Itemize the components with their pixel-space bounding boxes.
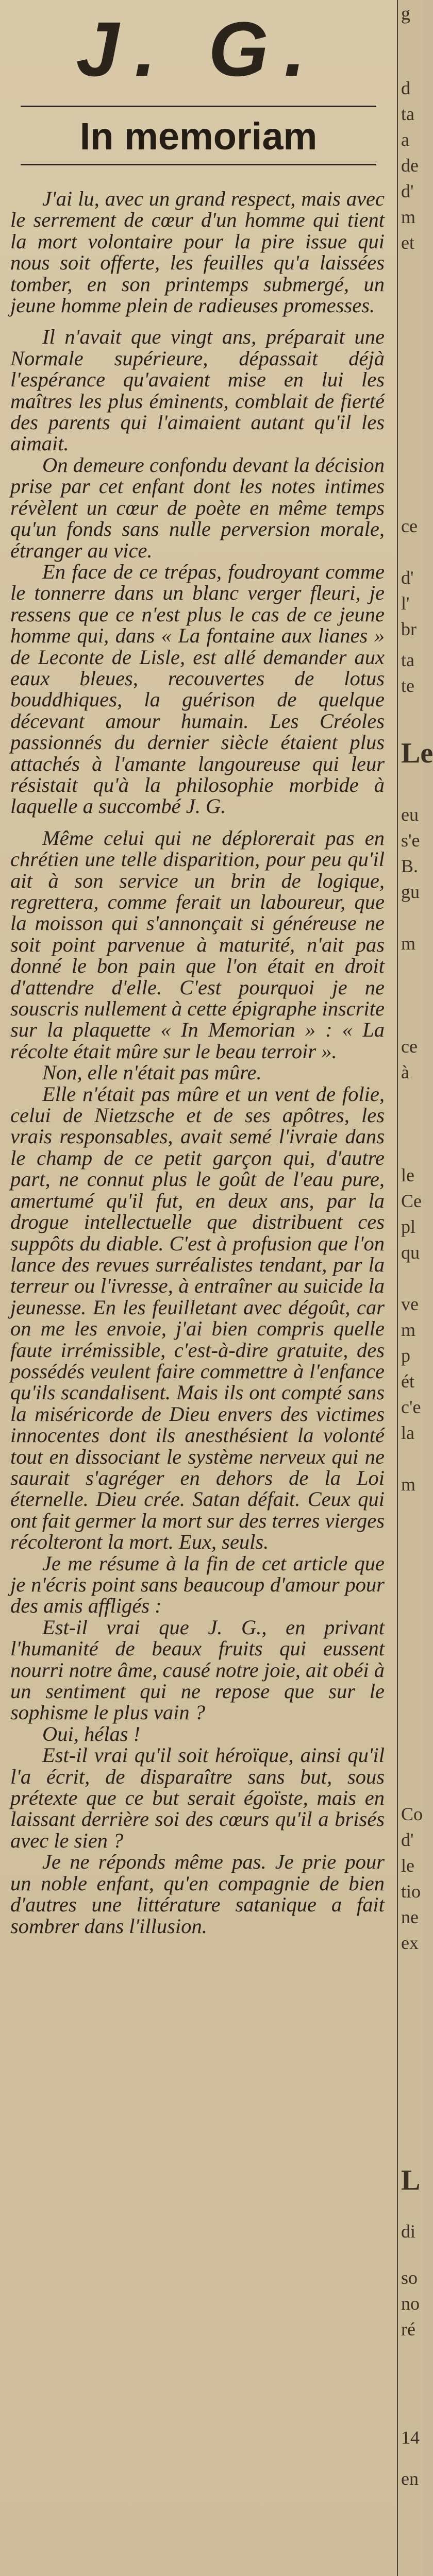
adjacent-column-fragment: di bbox=[401, 2221, 416, 2242]
adjacent-column-fragment: m bbox=[401, 933, 416, 954]
adjacent-column-fragment: à bbox=[401, 1062, 409, 1082]
adjacent-column-fragment: gu bbox=[401, 882, 420, 902]
adjacent-column-fragment: a bbox=[401, 129, 409, 150]
paragraph: Oui, hélas ! bbox=[42, 1722, 141, 1745]
adjacent-column-fragment: ne bbox=[401, 1907, 419, 1927]
adjacent-column-fragment: Co bbox=[401, 1804, 423, 1824]
adjacent-column-fragment: en bbox=[401, 2468, 419, 2489]
adjacent-column-fragment: eu bbox=[401, 804, 419, 825]
adjacent-column-fragment: m bbox=[401, 1319, 416, 1340]
adjacent-column-fragment: le bbox=[401, 1165, 414, 1185]
adjacent-column-fragment: g bbox=[401, 3, 410, 24]
adjacent-column-fragment: ét bbox=[401, 1371, 414, 1392]
adjacent-column-fragment: tio bbox=[401, 1881, 421, 1902]
adjacent-column-fragment: so bbox=[401, 2267, 418, 2288]
adjacent-column-edge bbox=[397, 0, 433, 2576]
adjacent-column-fragment: ce bbox=[401, 516, 418, 536]
paragraph: Non, elle n'était pas mûre. bbox=[42, 1061, 262, 1084]
adjacent-column-fragment: B. bbox=[401, 856, 419, 876]
adjacent-column-fragment: c'e bbox=[401, 1397, 421, 1417]
adjacent-column-fragment: pl bbox=[401, 1216, 416, 1237]
title-rule-bottom bbox=[21, 164, 376, 165]
paragraph: Même celui qui ne déplorerait pas en chrétien une telle disparition, pour peu qu'il ait à son service un brin de logique, regrettera, comme ferait un laboureur, que la moisson qui s'annonçait si généreuse ne soit point parvenue à maturité, n'ait pas donné le bon pain que l'on était en droit d'attendre d'elle. C'est pourquoi je ne souscris nullement à cette épigraphe inscrite sur la plaquette « In Memorian » : « La récolte était mûre sur le beau terroir ». bbox=[10, 826, 385, 1063]
adjacent-column-fragment: te bbox=[401, 675, 414, 696]
paragraph: Est-il vrai que J. G., en privant l'humanité de beaux fruits qui eussent nourri notre âme, causé notre joie, ait obéi à un sentiment qui ne repose que sur le sophisme le plus vain ? bbox=[10, 1615, 385, 1724]
paragraph: Il n'avait que vingt ans, préparait une Normale supérieure, dépassait déjà l'espérance qu'avaient mise en lui les maîtres les plus éminents, comblait de fierté des parents qui l'aimaient autant qu'il les aimait. bbox=[10, 325, 385, 455]
adjacent-column-fragment: de bbox=[401, 155, 419, 176]
paragraph: Je me résume à la fin de cet article que je n'écris point sans beaucoup d'amour pour des amis affligés : bbox=[10, 1551, 385, 1618]
paragraph: Elle n'était pas mûre et un vent de folie, celui de Nietzsche et de ses apôtres, les vrais responsables, avait semé l'ivraie dans le champ de ce petit garçon qui, d'autre part, ne connut plus le goût de l'eau pure, amertumé qu'il fut, en deux ans, par la drogue intellectuelle que distribuent ces suppôts du diable. C'est à profusion que l'on lance des revues surréalistes tendant, par la terreur ou l'ivresse, à entraîner au suicide la jeunesse. En les feuilletant avec dégoût, car on me les envoie, j'ai bien compris quelle faute irrémissible, c'est-à-dire gratuite, des possédés veulent faire commettre à l'enfance qu'ils scandalisent. Mais ils ont compté sans la miséricorde de Dieu envers des victimes innocentes dont ils anesthésient la volonté tout en dissociant le système nerveux qui ne saurait s'agréger en dehors de la Loi éternelle. Dieu crée. Satan défait. Ceux qui ont fait germer la mort sur des terres vierges récolteront la mort. Eux, seuls. bbox=[10, 1082, 385, 1554]
adjacent-column-fragment: d' bbox=[401, 181, 414, 201]
adjacent-column-fragment: et bbox=[401, 232, 414, 253]
adjacent-column-fragment: la bbox=[401, 1422, 414, 1443]
paragraph: Je ne réponds même pas. Je prie pour un noble enfant, qu'en compagnie de bien d'autres une littérature satanique a fait sombrer dans l'illusion. bbox=[10, 1850, 385, 1938]
adjacent-column-fragment: br bbox=[401, 619, 417, 639]
article-title: In memoriam bbox=[79, 115, 318, 158]
adjacent-column-fragment: le bbox=[401, 1855, 414, 1876]
adjacent-column-fragment: ta bbox=[401, 650, 414, 670]
adjacent-column-fragment: d bbox=[401, 78, 410, 98]
article-body bbox=[10, 188, 385, 1937]
adjacent-column-fragment: m bbox=[401, 207, 416, 227]
adjacent-column-fragment: qu bbox=[401, 1242, 420, 1263]
adjacent-column-fragment: Ce bbox=[401, 1191, 422, 1211]
masthead-initials: J. G. bbox=[76, 6, 321, 92]
adjacent-column-fragment: 14 bbox=[401, 2427, 420, 2448]
adjacent-column-fragment: no bbox=[401, 2293, 420, 2314]
adjacent-column-fragment: ex bbox=[401, 1933, 419, 1953]
adjacent-column-fragment: ve bbox=[401, 1294, 419, 1314]
adjacent-column-fragment: ce bbox=[401, 1036, 418, 1057]
paragraph: Est-il vrai qu'il soit héroïque, ainsi qu'il l'a écrit, de disparaître sans but, sous prétexte que ce but serait égoïste, mais en laissant derrière soi des cœurs qu'il a brisés avec le sien ? bbox=[10, 1743, 385, 1852]
adjacent-column-fragment: d' bbox=[401, 1829, 414, 1850]
title-rule-top bbox=[21, 106, 376, 107]
adjacent-column-fragment: ré bbox=[401, 2319, 415, 2340]
adjacent-column-fragment: s'e bbox=[401, 830, 420, 851]
adjacent-column-fragment: Le bbox=[401, 737, 433, 769]
adjacent-column-fragment: m bbox=[401, 1474, 416, 1495]
adjacent-column-fragment: d' bbox=[401, 567, 414, 588]
adjacent-column-fragment: ta bbox=[401, 104, 414, 124]
paragraph: On demeure confondu devant la décision prise par cet enfant dont les notes intimes révèlent un cœur de poète en même temps qu'un fonds sans nulle perversion morale, étranger au vice. bbox=[10, 453, 385, 562]
paragraph: En face de ce trépas, foudroyant comme le tonnerre dans un blanc verger fleuri, je ressens que ce n'est plus le cas de ce jeune homme qui, dans « La fontaine aux lianes » de Leconte de Lisle, est allé demander aux eaux bleues, recouvertes de lotus bouddhiques, la guérison de quelque décevant amour humain. Les Créoles passionnés du dernier siècle étaient plus attachés à l'amante langoureuse qui leur résistait qu'à la philosophie morbide à laquelle a succombé J. G. bbox=[10, 560, 385, 818]
adjacent-column-fragment: p bbox=[401, 1345, 410, 1366]
adjacent-column-fragment: L bbox=[401, 2164, 421, 2196]
paragraph: J'ai lu, avec un grand respect, mais avec le serrement de cœur d'un homme qui tient la mort volontaire pour la pire issue qui nous soit offerte, les feuilles qu'a laissées tomber, en son printemps submergé, un jeune homme plein de radieuses promesses. bbox=[10, 187, 385, 317]
adjacent-column-fragment: l' bbox=[401, 593, 410, 614]
